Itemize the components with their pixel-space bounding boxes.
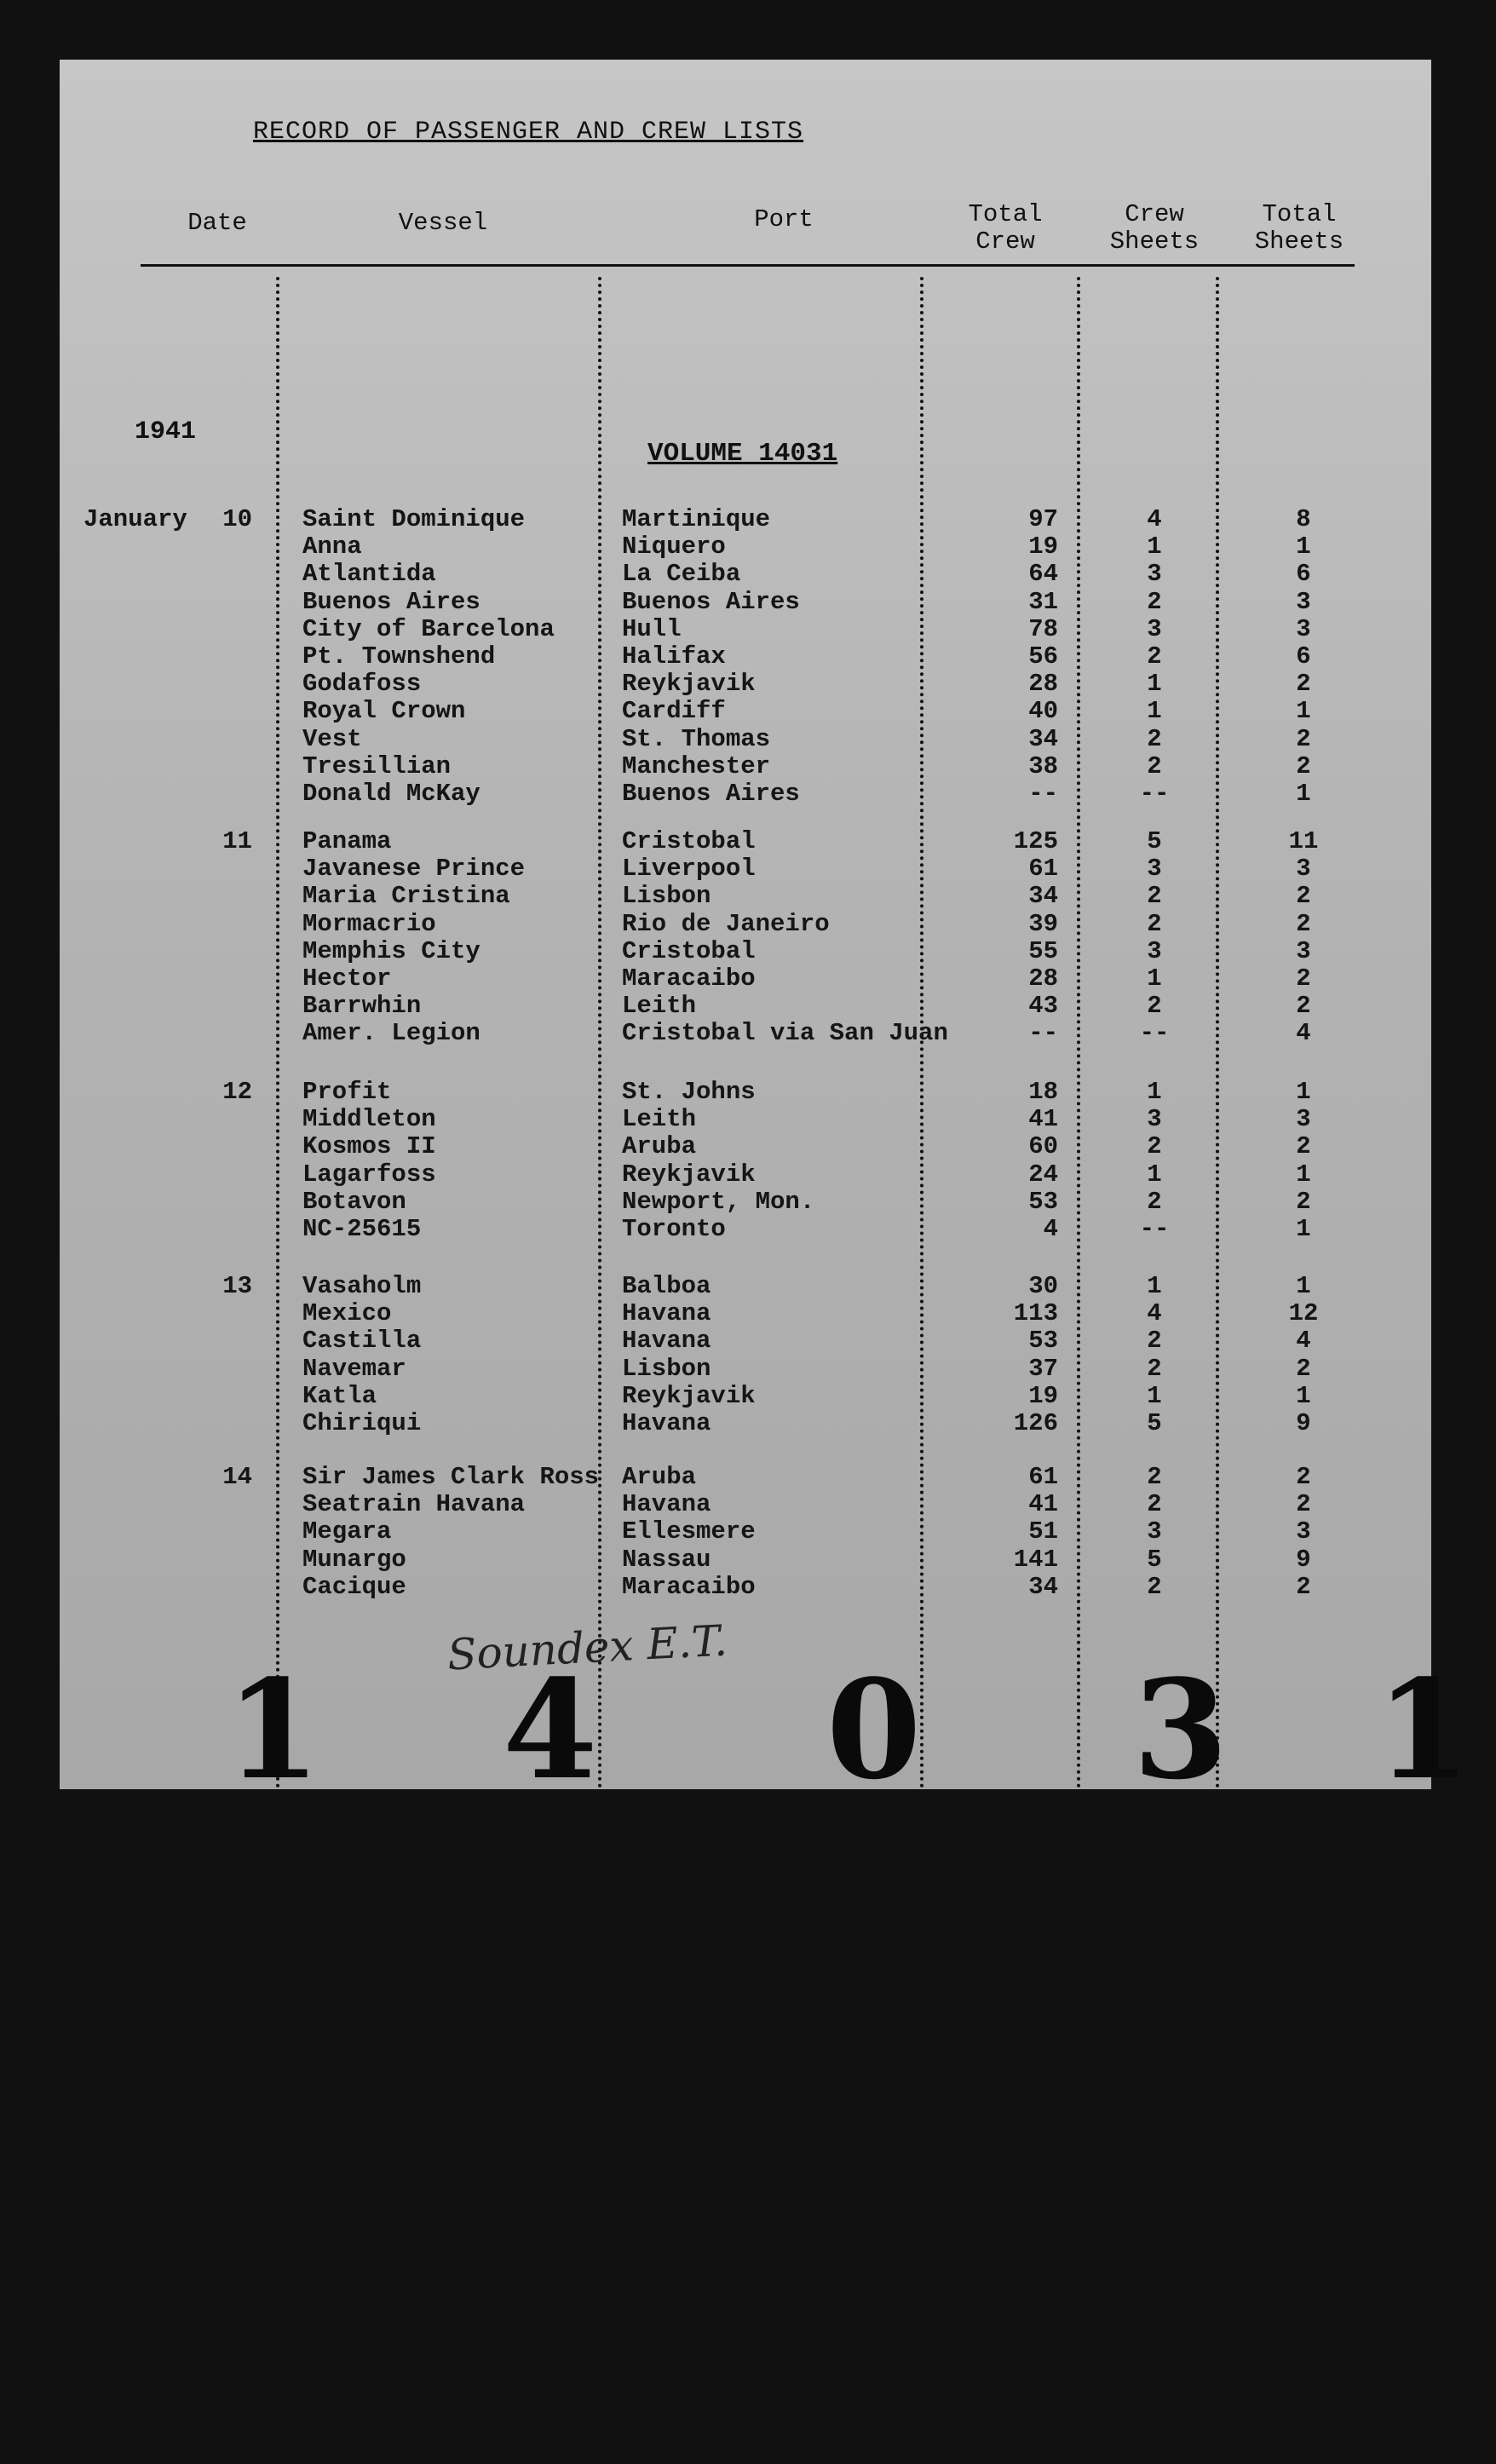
row-port: Rio de Janeiro: [622, 909, 830, 938]
table-row: [60, 828, 1431, 855]
row-total-crew: 30: [1028, 1272, 1058, 1300]
row-crew-sheets: 2: [1147, 909, 1162, 938]
row-crew-sheets: 2: [1147, 1463, 1162, 1491]
row-vessel: Munargo: [302, 1545, 406, 1574]
row-crew-sheets: 3: [1147, 855, 1162, 884]
row-vessel: Chiriqui: [302, 1409, 422, 1437]
row-port: Nassau: [622, 1545, 711, 1574]
row-total-crew: 141: [1013, 1545, 1058, 1574]
row-crew-sheets: 2: [1147, 1490, 1162, 1519]
row-day: 11: [222, 827, 252, 855]
volume-label: VOLUME 14031: [647, 439, 838, 469]
row-total-sheets: 2: [1296, 882, 1311, 911]
row-crew-sheets: 1: [1147, 1160, 1162, 1189]
row-vessel: Vasaholm: [302, 1272, 422, 1300]
row-total-crew: 61: [1028, 855, 1058, 884]
table-row: [60, 1518, 1431, 1546]
table-row: [60, 883, 1431, 910]
row-crew-sheets: 1: [1147, 670, 1162, 699]
row-total-sheets: 3: [1296, 855, 1311, 884]
row-port: Leith: [622, 992, 697, 1021]
row-total-crew: 19: [1028, 1381, 1058, 1410]
header-total-crew-line2: Crew: [975, 227, 1035, 256]
row-port: Buenos Aires: [622, 587, 800, 616]
row-vessel: Mormacrio: [302, 909, 436, 938]
row-day: 14: [222, 1463, 252, 1491]
table-row: [60, 780, 1431, 808]
row-vessel: Javanese Prince: [302, 855, 526, 884]
row-port: Havana: [622, 1299, 711, 1328]
row-total-sheets: 2: [1296, 1187, 1311, 1216]
row-crew-sheets: 2: [1147, 1132, 1162, 1161]
row-total-sheets: 3: [1296, 1105, 1311, 1134]
row-vessel: Sir James Clark Ross: [302, 1463, 600, 1491]
row-vessel: Barrwhin: [302, 992, 422, 1021]
row-port: Hull: [622, 614, 682, 643]
row-port: Cardiff: [622, 697, 726, 726]
row-port: Buenos Aires: [622, 780, 800, 808]
volume-digit: 1: [1376, 1649, 1471, 1810]
table-row: [60, 506, 1431, 533]
row-total-crew: 78: [1028, 614, 1058, 643]
row-crew-sheets: 1: [1147, 697, 1162, 726]
row-total-sheets: 2: [1296, 909, 1311, 938]
row-vessel: Castilla: [302, 1327, 422, 1356]
row-crew-sheets: 2: [1147, 992, 1162, 1021]
row-total-sheets: 6: [1296, 560, 1311, 589]
row-crew-sheets: 2: [1147, 1354, 1162, 1383]
row-total-sheets: 9: [1296, 1545, 1311, 1574]
row-total-crew: 56: [1028, 642, 1058, 671]
header-port: Port: [754, 205, 814, 233]
row-port: St. Thomas: [622, 724, 771, 753]
row-port: Leith: [622, 1105, 697, 1134]
row-total-sheets: 9: [1296, 1409, 1311, 1437]
table-row: [60, 616, 1431, 643]
row-total-sheets: 4: [1296, 1327, 1311, 1356]
table-row: [60, 1079, 1431, 1106]
row-port: Martinique: [622, 505, 771, 533]
header-total-sheets-line2: Sheets: [1254, 227, 1344, 256]
volume-digit: 1: [226, 1649, 321, 1810]
row-vessel: Donald McKay: [302, 780, 480, 808]
row-total-crew: 31: [1028, 587, 1058, 616]
row-total-crew: 39: [1028, 909, 1058, 938]
row-vessel: Royal Crown: [302, 697, 466, 726]
row-total-sheets: 2: [1296, 670, 1311, 699]
table-row: [60, 1189, 1431, 1216]
row-vessel: Megara: [302, 1517, 392, 1546]
page-title: RECORD OF PASSENGER AND CREW LISTS: [252, 118, 804, 147]
row-total-sheets: 3: [1296, 936, 1311, 965]
row-port: Niquero: [622, 533, 726, 561]
table-row: [60, 533, 1431, 561]
table-row: [60, 671, 1431, 698]
row-total-crew: 28: [1028, 964, 1058, 993]
row-crew-sheets: 3: [1147, 1517, 1162, 1546]
row-total-crew: 4: [1043, 1215, 1058, 1243]
row-vessel: Katla: [302, 1381, 377, 1410]
row-month: January: [83, 505, 187, 533]
row-vessel: NC-25615: [302, 1215, 422, 1243]
row-crew-sheets: 1: [1147, 1272, 1162, 1300]
row-total-crew: 19: [1028, 533, 1058, 561]
row-crew-sheets: 5: [1147, 1545, 1162, 1574]
row-day: 12: [222, 1078, 252, 1106]
row-crew-sheets: 5: [1147, 827, 1162, 855]
row-total-sheets: 2: [1296, 751, 1311, 780]
header-total-sheets: [1227, 201, 1372, 256]
row-total-crew: 55: [1028, 936, 1058, 965]
record-page: [60, 60, 1471, 1810]
table-row: [60, 938, 1431, 965]
row-crew-sheets: 2: [1147, 882, 1162, 911]
row-vessel: Tresillian: [302, 751, 452, 780]
row-total-crew: 64: [1028, 560, 1058, 589]
row-vessel: Pt. Townshend: [302, 642, 496, 671]
row-vessel: Vest: [302, 724, 362, 753]
row-total-sheets: 2: [1296, 724, 1311, 753]
row-port: Balboa: [622, 1272, 711, 1300]
header-vessel: Vessel: [398, 209, 488, 237]
row-vessel: Saint Dominique: [302, 505, 526, 533]
row-total-sheets: 1: [1296, 1160, 1311, 1189]
row-crew-sheets: 5: [1147, 1409, 1162, 1437]
row-total-sheets: 1: [1296, 1381, 1311, 1410]
row-port: Aruba: [622, 1463, 697, 1491]
table-row: [60, 1020, 1431, 1047]
row-total-sheets: 1: [1296, 697, 1311, 726]
header-rule: [141, 264, 1355, 267]
table-row: [60, 1133, 1431, 1160]
row-port: Cristobal via San Juan: [622, 1019, 948, 1048]
row-port: Reykjavik: [622, 1160, 756, 1189]
row-total-crew: 34: [1028, 882, 1058, 911]
row-crew-sheets: 1: [1147, 1381, 1162, 1410]
row-port: Havana: [622, 1490, 711, 1519]
table-row: [60, 726, 1431, 753]
row-total-crew: 37: [1028, 1354, 1058, 1383]
row-crew-sheets: 1: [1147, 533, 1162, 561]
row-port: Reykjavik: [622, 670, 756, 699]
table-row: [60, 643, 1431, 671]
row-port: Aruba: [622, 1132, 697, 1161]
row-total-sheets: 2: [1296, 1490, 1311, 1519]
row-total-crew: 40: [1028, 697, 1058, 726]
row-total-crew: 113: [1013, 1299, 1058, 1328]
header-crew-sheets-line2: Sheets: [1109, 227, 1200, 256]
row-total-sheets: 8: [1296, 505, 1311, 533]
row-vessel: Cacique: [302, 1572, 406, 1601]
row-vessel: Panama: [302, 827, 392, 855]
table-row: [60, 855, 1431, 883]
row-crew-sheets: 2: [1147, 724, 1162, 753]
row-total-crew: 24: [1028, 1160, 1058, 1189]
row-port: Havana: [622, 1409, 711, 1437]
table-row: [60, 1491, 1431, 1518]
table-row: [60, 965, 1431, 993]
row-vessel: Kosmos II: [302, 1132, 436, 1161]
year-label: 1941: [135, 417, 197, 446]
table-row: [60, 993, 1431, 1020]
table-row: [60, 1106, 1431, 1133]
header-date: Date: [187, 209, 247, 237]
row-total-sheets: 2: [1296, 964, 1311, 993]
table-row: [60, 911, 1431, 938]
row-port: Manchester: [622, 751, 771, 780]
row-port: Lisbon: [622, 882, 711, 911]
row-total-crew: 97: [1028, 505, 1058, 533]
row-total-sheets: 1: [1296, 780, 1311, 808]
row-crew-sheets: 3: [1147, 614, 1162, 643]
row-total-sheets: 2: [1296, 1572, 1311, 1601]
header-total-crew: [941, 201, 1069, 256]
row-port: Cristobal: [622, 936, 756, 965]
row-vessel: Amer. Legion: [302, 1019, 480, 1048]
row-port: La Ceiba: [622, 560, 741, 589]
row-port: Lisbon: [622, 1354, 711, 1383]
row-total-crew: 53: [1028, 1187, 1058, 1216]
row-port: Maracaibo: [622, 964, 756, 993]
row-total-sheets: 12: [1288, 1299, 1319, 1328]
row-total-crew: 28: [1028, 670, 1058, 699]
row-total-crew: --: [1028, 1019, 1058, 1048]
row-port: Liverpool: [622, 855, 756, 884]
row-total-sheets: 2: [1296, 1463, 1311, 1491]
row-crew-sheets: 2: [1147, 1327, 1162, 1356]
row-total-crew: 41: [1028, 1490, 1058, 1519]
row-total-sheets: 11: [1288, 827, 1319, 855]
row-crew-sheets: --: [1139, 1215, 1170, 1243]
row-crew-sheets: 2: [1147, 642, 1162, 671]
row-vessel: Botavon: [302, 1187, 406, 1216]
table-row: [60, 1410, 1431, 1437]
row-port: Havana: [622, 1327, 711, 1356]
row-vessel: Mexico: [302, 1299, 392, 1328]
header-crew-sheets: [1086, 201, 1223, 256]
table-row: [60, 561, 1431, 588]
row-total-sheets: 3: [1296, 587, 1311, 616]
row-vessel: Hector: [302, 964, 392, 993]
row-vessel: Anna: [302, 533, 362, 561]
row-total-crew: 43: [1028, 992, 1058, 1021]
row-crew-sheets: 4: [1147, 1299, 1162, 1328]
row-crew-sheets: --: [1139, 780, 1170, 808]
row-port: St. Johns: [622, 1078, 756, 1106]
table-row: [60, 1464, 1431, 1491]
row-total-sheets: 3: [1296, 1517, 1311, 1546]
row-port: Ellesmere: [622, 1517, 756, 1546]
row-crew-sheets: 3: [1147, 1105, 1162, 1134]
row-total-sheets: 3: [1296, 614, 1311, 643]
row-crew-sheets: 1: [1147, 964, 1162, 993]
row-total-sheets: 1: [1296, 533, 1311, 561]
header-total-sheets-line1: Total: [1262, 200, 1337, 228]
table-row: [60, 1300, 1431, 1327]
row-total-crew: 126: [1013, 1409, 1058, 1437]
table-row: [60, 1356, 1431, 1383]
row-vessel: Memphis City: [302, 936, 480, 965]
row-vessel: Lagarfoss: [302, 1160, 436, 1189]
table-row: [60, 1574, 1431, 1601]
row-total-crew: --: [1028, 780, 1058, 808]
row-day: 13: [222, 1272, 252, 1300]
row-port: Cristobal: [622, 827, 756, 855]
row-crew-sheets: --: [1139, 1019, 1170, 1048]
row-vessel: Buenos Aires: [302, 587, 480, 616]
row-crew-sheets: 2: [1147, 587, 1162, 616]
row-vessel: Godafoss: [302, 670, 422, 699]
row-total-crew: 41: [1028, 1105, 1058, 1134]
row-total-sheets: 6: [1296, 642, 1311, 671]
table-row: [60, 1327, 1431, 1355]
row-total-crew: 38: [1028, 751, 1058, 780]
row-total-sheets: 2: [1296, 1132, 1311, 1161]
row-crew-sheets: 4: [1147, 505, 1162, 533]
row-total-crew: 61: [1028, 1463, 1058, 1491]
row-total-sheets: 4: [1296, 1019, 1311, 1048]
row-crew-sheets: 2: [1147, 751, 1162, 780]
row-total-crew: 60: [1028, 1132, 1058, 1161]
row-total-sheets: 1: [1296, 1215, 1311, 1243]
volume-digit: 3: [1133, 1649, 1228, 1810]
row-total-sheets: 2: [1296, 1354, 1311, 1383]
row-total-crew: 34: [1028, 1572, 1058, 1601]
row-vessel: Profit: [302, 1078, 392, 1106]
row-vessel: Middleton: [302, 1105, 436, 1134]
row-port: Maracaibo: [622, 1572, 756, 1601]
row-vessel: Maria Cristina: [302, 882, 510, 911]
row-port: Reykjavik: [622, 1381, 756, 1410]
row-port: Halifax: [622, 642, 726, 671]
row-vessel: Navemar: [302, 1354, 406, 1383]
row-total-sheets: 1: [1296, 1078, 1311, 1106]
row-crew-sheets: 2: [1147, 1187, 1162, 1216]
header-crew-sheets-line1: Crew: [1125, 200, 1184, 228]
table-row: [60, 1216, 1431, 1243]
row-crew-sheets: 3: [1147, 560, 1162, 589]
table-row: [60, 1546, 1431, 1574]
row-vessel: Seatrain Havana: [302, 1490, 526, 1519]
volume-digit: 0: [826, 1649, 922, 1810]
row-total-crew: 51: [1028, 1517, 1058, 1546]
row-crew-sheets: 3: [1147, 936, 1162, 965]
row-crew-sheets: 2: [1147, 1572, 1162, 1601]
volume-digit: 4: [503, 1649, 598, 1810]
row-port: Newport, Mon.: [622, 1187, 815, 1216]
row-vessel: Atlantida: [302, 560, 436, 589]
row-total-crew: 125: [1013, 827, 1058, 855]
table-row: [60, 1161, 1431, 1189]
table-row: [60, 1273, 1431, 1300]
row-total-crew: 18: [1028, 1078, 1058, 1106]
row-vessel: City of Barcelona: [302, 614, 555, 643]
table-row: [60, 589, 1431, 616]
row-crew-sheets: 1: [1147, 1078, 1162, 1106]
header-total-crew-line1: Total: [968, 200, 1043, 228]
table-row: [60, 698, 1431, 725]
row-total-crew: 34: [1028, 724, 1058, 753]
row-day: 10: [222, 505, 252, 533]
table-row: [60, 753, 1431, 780]
row-total-sheets: 2: [1296, 992, 1311, 1021]
table-row: [60, 1383, 1431, 1410]
row-total-crew: 53: [1028, 1327, 1058, 1356]
handwritten-signature: Soundex E.T.: [446, 1615, 729, 1680]
row-port: Toronto: [622, 1215, 726, 1243]
row-total-sheets: 1: [1296, 1272, 1311, 1300]
